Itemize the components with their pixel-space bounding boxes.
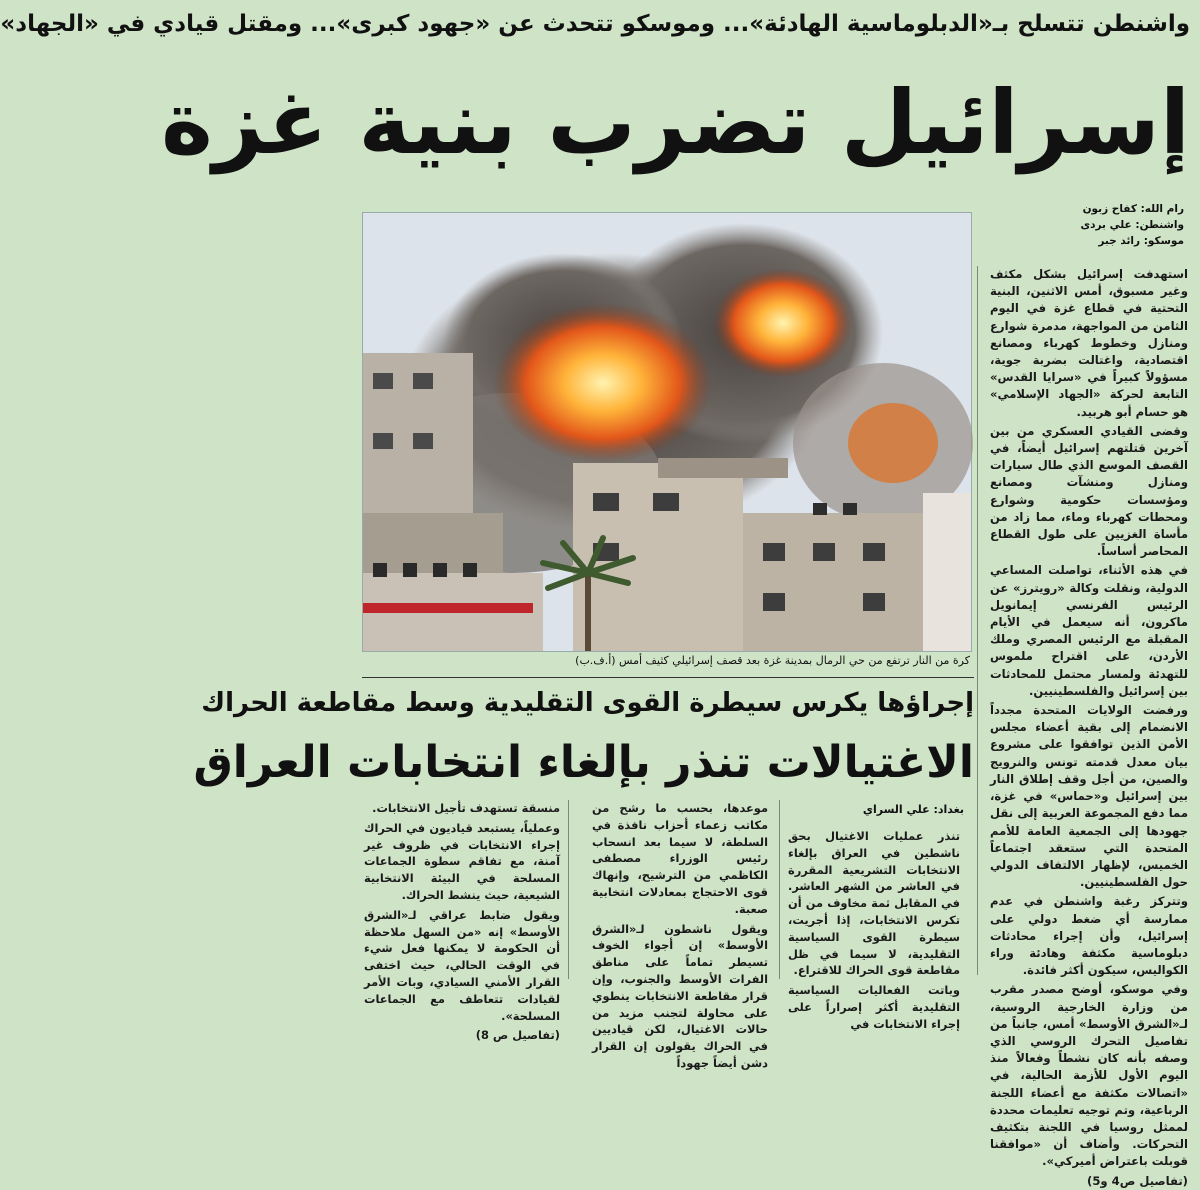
lead-paragraph-2: وقضى القيادي العسكري من بين آخرين قتلتهم إسرائيل أيضاً، في القصف الموسع الذي طال سيارات ومنازل ومنشآت ومصانع ومؤسسات حكومية وشوارع ومحطات كهرباء وماء، مما زاد من مأساة الغزيين على طول القطاع المحاصر أساساً. (990, 423, 1188, 559)
column-rule (977, 266, 978, 975)
story-col2-para-1: موعدها، بحسب ما رشح من مكاتب زعماء أحزاب نافذة في السلطة، لا سيما بعد انسحاب رئيس الوزراء مصطفى الكاظمي من الترشيح، وإنهاك قوى الاحتجاج بمعادلات انتخابية صعبة. (592, 801, 768, 916)
story-column-1 (788, 828, 960, 1031)
story-col2-para-2: ويقول ناشطون لـ«الشرق الأوسط» إن أجواء الخوف تسيطر تماماً على مناطق الفرات الأوسط والجنوب، وإن قرار مقاطعة الانتخابات ينطوي على محاولة لتجنب مزيد من حالات الاغتيال، لكن قياديين في الحراك يقولون إن القرار دشن أيضاً جهوداً (592, 921, 768, 1070)
explosion-photo-illustration (363, 213, 971, 651)
story-col3-para-1: منسقة تستهدف تأجيل الانتخابات. (372, 801, 560, 815)
lead-continuation-note: (تفاصيل ص4 و5) (1087, 1173, 1188, 1188)
photo-caption: كرة من النار ترتفع من حي الرمال بمدينة غزة بعد قصف إسرائيلي كثيف أمس (أ.ف.ب) (575, 654, 970, 667)
lead-paragraph-1: استهدفت إسرائيل بشكل مكثف وغير مسبوق، أمس الاثنين، البنية التحتية في قطاع غزة في اليوم الثامن من المواجهة، مدمرة شوارع ومنازل وخطوط كهرباء ومصانع اقتصادية، واغتالت بضربة جوية، مسؤولاً كبيراً في «سرايا القدس» التابعة لحركة «الجهاد الإسلامي» هو حسام أبو هربيد. (990, 267, 1188, 419)
story-subheadline: إجراؤها يكرس سيطرة القوى التقليدية وسط مقاطعة الحراك (201, 688, 974, 718)
story-col1-para-1: تنذر عمليات الاغتيال بحق ناشطين في العراق بإلغاء الانتخابات التشريعية المقررة في العاشر من الشهر العاشر. في المقابل ثمة مخاوف من أن تكرس الانتخابات، إذا أجريت، سيطرة القوى السياسية التقليدية، لا سيما في ظل مقاطعة قوى الحراك للاقتراع. (788, 829, 960, 978)
story-col3-para-3: ويقول ضابط عراقي لـ«الشرق الأوسط» إنه «من السهل ملاحظة أن الحكومة لا يمكنها فعل شيء في الوقت الحالي، حيث اختفى القرار الأمني السيادي، وبات الأمر لقيادات تتعاطف مع الجماعات المسلحة». (364, 907, 560, 1023)
lead-paragraph-3: في هذه الأثناء، تواصلت المساعي الدولية، ونقلت وكالة «رويترز» عن الرئيس الفرنسي إيمانويل ماكرون، أنه سيعمل في الأيام المقبلة مع الرئيس المصري وملك الأردن، على اقتراح ملموس للتهدئة ولمسار محتمل للمحادثات بين إسرائيل والفلسطينيين. (990, 563, 1188, 698)
news-photo (362, 212, 972, 652)
story-column-3 (364, 800, 560, 1043)
story-column-2 (592, 800, 768, 1070)
story-byline: بغداد: علي السراي (862, 803, 964, 816)
lead-story-column (990, 266, 1188, 1188)
lead-paragraph-4: ورفضت الولايات المتحدة مجدداً الانضمام إلى بقية أعضاء مجلس الأمن الذين توافقوا على مشروع بيان معدل قدمته تونس والنرويج والصين، من أجل وقف إطلاق النار بين إسرائيل و«حماس» في غزة، مما دفع المجموعة العربية إلى نقل جهودها إلى الجمعية العامة للأمم المتحدة التي ستعقد اجتماعاً الخميس، لإظهار الالتفاف الدولي حول الفلسطينيين. (990, 703, 1188, 890)
main-headline: إسرائيل تضرب بنية غزة (160, 71, 1190, 174)
section-divider (362, 677, 974, 678)
bylines (1034, 201, 1184, 249)
lead-paragraph-6: وفي موسكو، أوضح مصدر مقرب من وزارة الخارجية الروسية، لـ«الشرق الأوسط» أمس، جانباً من تفاصيل التحرك الروسي الذي وصفه بأنه كان نشطاً وفعالاً منذ اليوم الأول للأزمة الحالية، في «اتصالات مكثفة مع أعضاء اللجنة الرباعية، وتم توجيه تعليمات محددة لممثل روسيا في اللجنة بتكثيف التحركات. وأضاف أن «موافقنا قوبلت باعتراض أميركي». (990, 982, 1188, 1169)
byline-2: واشنطن: علي بردى (1080, 219, 1184, 231)
story-col3-para-4: (تفاصيل ص 8) (475, 1028, 560, 1043)
lead-paragraph-5: وتتركز رغبة واشنطن في عدم ممارسة أي ضغط دولي على إسرائيل، وأن إجراء محادثات دبلوماسية مكثفة وهادئة وراء الكواليس، سيكون أكثر فائدة. (990, 894, 1188, 978)
byline-1: رام الله: كفاح زبون (1082, 203, 1184, 215)
kicker-headline: واشنطن تتسلح بـ«الدبلوماسية الهادئة»... وموسكو تتحدث عن «جهود كبرى»... ومقتل قيادي في «الجهاد» (0, 11, 1190, 37)
story-col3-para-2: وعملياً، يستبعد قياديون في الحراك إجراء الانتخابات في ظروف غير آمنة، مع تفاقم سطوة الجماعات المسلحة في البيئة الانتخابية الشيعية، حيث ينشط الحراك. (364, 820, 560, 902)
column-rule (779, 800, 780, 979)
story-col1-para-2: وباتت الفعاليات السياسية التقليدية أكثر إصراراً على إجراء الانتخابات في (788, 983, 960, 1031)
byline-3: موسكو: رائد جبر (1098, 235, 1184, 247)
story-headline: الاغتيالات تنذر بإلغاء انتخابات العراق (193, 737, 974, 788)
column-rule (568, 800, 569, 979)
